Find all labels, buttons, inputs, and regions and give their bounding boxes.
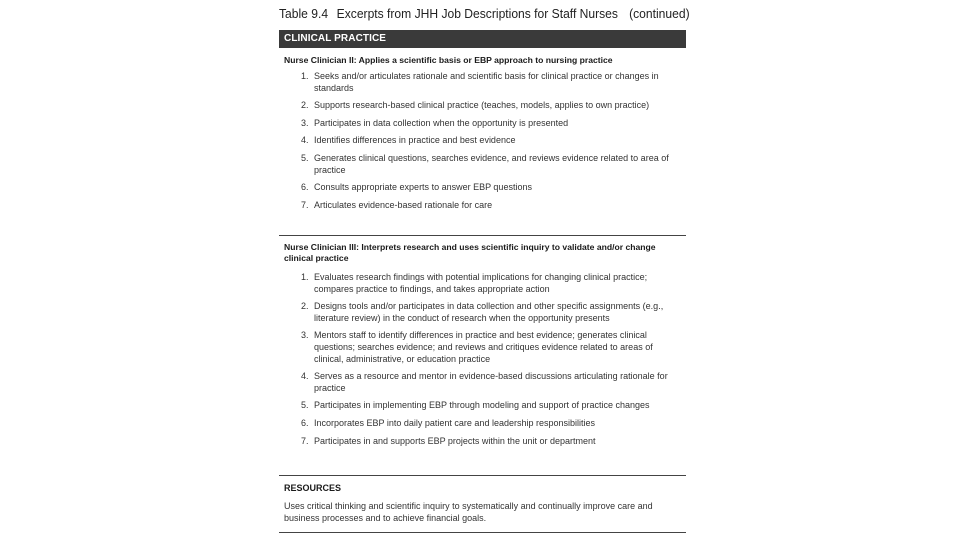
item-text: Seeks and/or articulates rationale and scientific basis for clinical practice or changes in standards (314, 71, 659, 93)
list-item (279, 200, 686, 212)
item-text: Serves as a resource and mentor in evidence-based discussions articulating rationale for practice (314, 371, 668, 393)
list-item (279, 371, 686, 394)
table-number: Table 9.4 (279, 6, 329, 21)
list-item (279, 118, 686, 130)
list-item (279, 153, 686, 176)
item-number: 1. (301, 71, 309, 81)
item-number: 4. (301, 371, 309, 382)
list-item (279, 400, 686, 412)
list-item (279, 330, 686, 365)
item-number: 6. (301, 417, 309, 428)
nurse-clinician-ii-list (279, 71, 686, 211)
item-text: Participates in implementing EBP through modeling and support of practice changes (314, 400, 650, 411)
list-item (279, 71, 686, 94)
item-number: 2. (301, 100, 309, 111)
item-number: 7. (301, 435, 309, 446)
bottom-rule (279, 532, 686, 533)
item-text: Incorporates EBP into daily patient care and leadership responsibilities (314, 417, 595, 428)
list-item (279, 135, 686, 147)
nurse-clinician-ii-heading: Nurse Clinician II: Applies a scientific basis or EBP approach to nursing practice (284, 55, 613, 65)
list-item (279, 182, 686, 194)
item-number: 5. (301, 152, 309, 163)
list-item (279, 436, 686, 448)
item-text: Supports research-based clinical practice (teaches, models, applies to own practice) (314, 100, 650, 111)
item-number: 7. (301, 199, 309, 210)
list-item (279, 272, 686, 295)
item-text: Evaluates research findings with potential implications for changing clinical practice; compares practice to findings, and takes appropriate action (314, 272, 648, 294)
divider (279, 235, 686, 236)
nurse-clinician-ii-block (279, 55, 686, 211)
item-text: Designs tools and/or participates in data collection and other specific assignments (e.g., literature review) in the conduct of research when the opportunity presents (314, 301, 664, 323)
list-item (279, 301, 686, 324)
section-header-clinical-practice: CLINICAL PRACTICE (279, 30, 686, 48)
item-text: Participates in data collection when the opportunity is presented (314, 117, 569, 128)
divider (279, 475, 686, 476)
item-number: 6. (301, 182, 309, 193)
item-text: Mentors staff to identify differences in practice and best evidence; generates clinical questions; searches evidence; and reviews and critiques evidence related to areas of clinical, administrative, or education practice (314, 330, 653, 364)
item-number: 3. (301, 330, 309, 341)
item-number: 4. (301, 135, 309, 146)
table-continued-label: (continued) (629, 6, 690, 21)
item-text: Articulates evidence-based rationale for care (314, 199, 493, 210)
resources-heading: RESOURCES (284, 483, 342, 493)
item-number: 5. (301, 400, 309, 411)
list-item (279, 100, 686, 112)
nurse-clinician-iii-list (279, 272, 686, 447)
item-number: 2. (301, 301, 309, 312)
item-number: 1. (301, 272, 309, 282)
item-text: Participates in and supports EBP projects within the unit or department (314, 435, 596, 446)
table-caption (279, 6, 690, 21)
item-text: Consults appropriate experts to answer EBP questions (314, 182, 532, 193)
item-number: 3. (301, 117, 309, 128)
table-title: Excerpts from JHH Job Descriptions for Staff Nurses (336, 6, 618, 21)
item-text: Identifies differences in practice and best evidence (314, 135, 516, 146)
resources-text: Uses critical thinking and scientific inquiry to systematically and continually improve care and business processes and to achieve financial goals. (284, 501, 653, 523)
item-text: Generates clinical questions, searches evidence, and reviews evidence related to area of practice (314, 152, 669, 175)
nurse-clinician-iii-heading: Nurse Clinician III: Interprets research and uses scientific inquiry to validate and/or change clinical practice (284, 242, 656, 263)
nurse-clinician-iii-block (279, 242, 686, 447)
list-item (279, 418, 686, 430)
